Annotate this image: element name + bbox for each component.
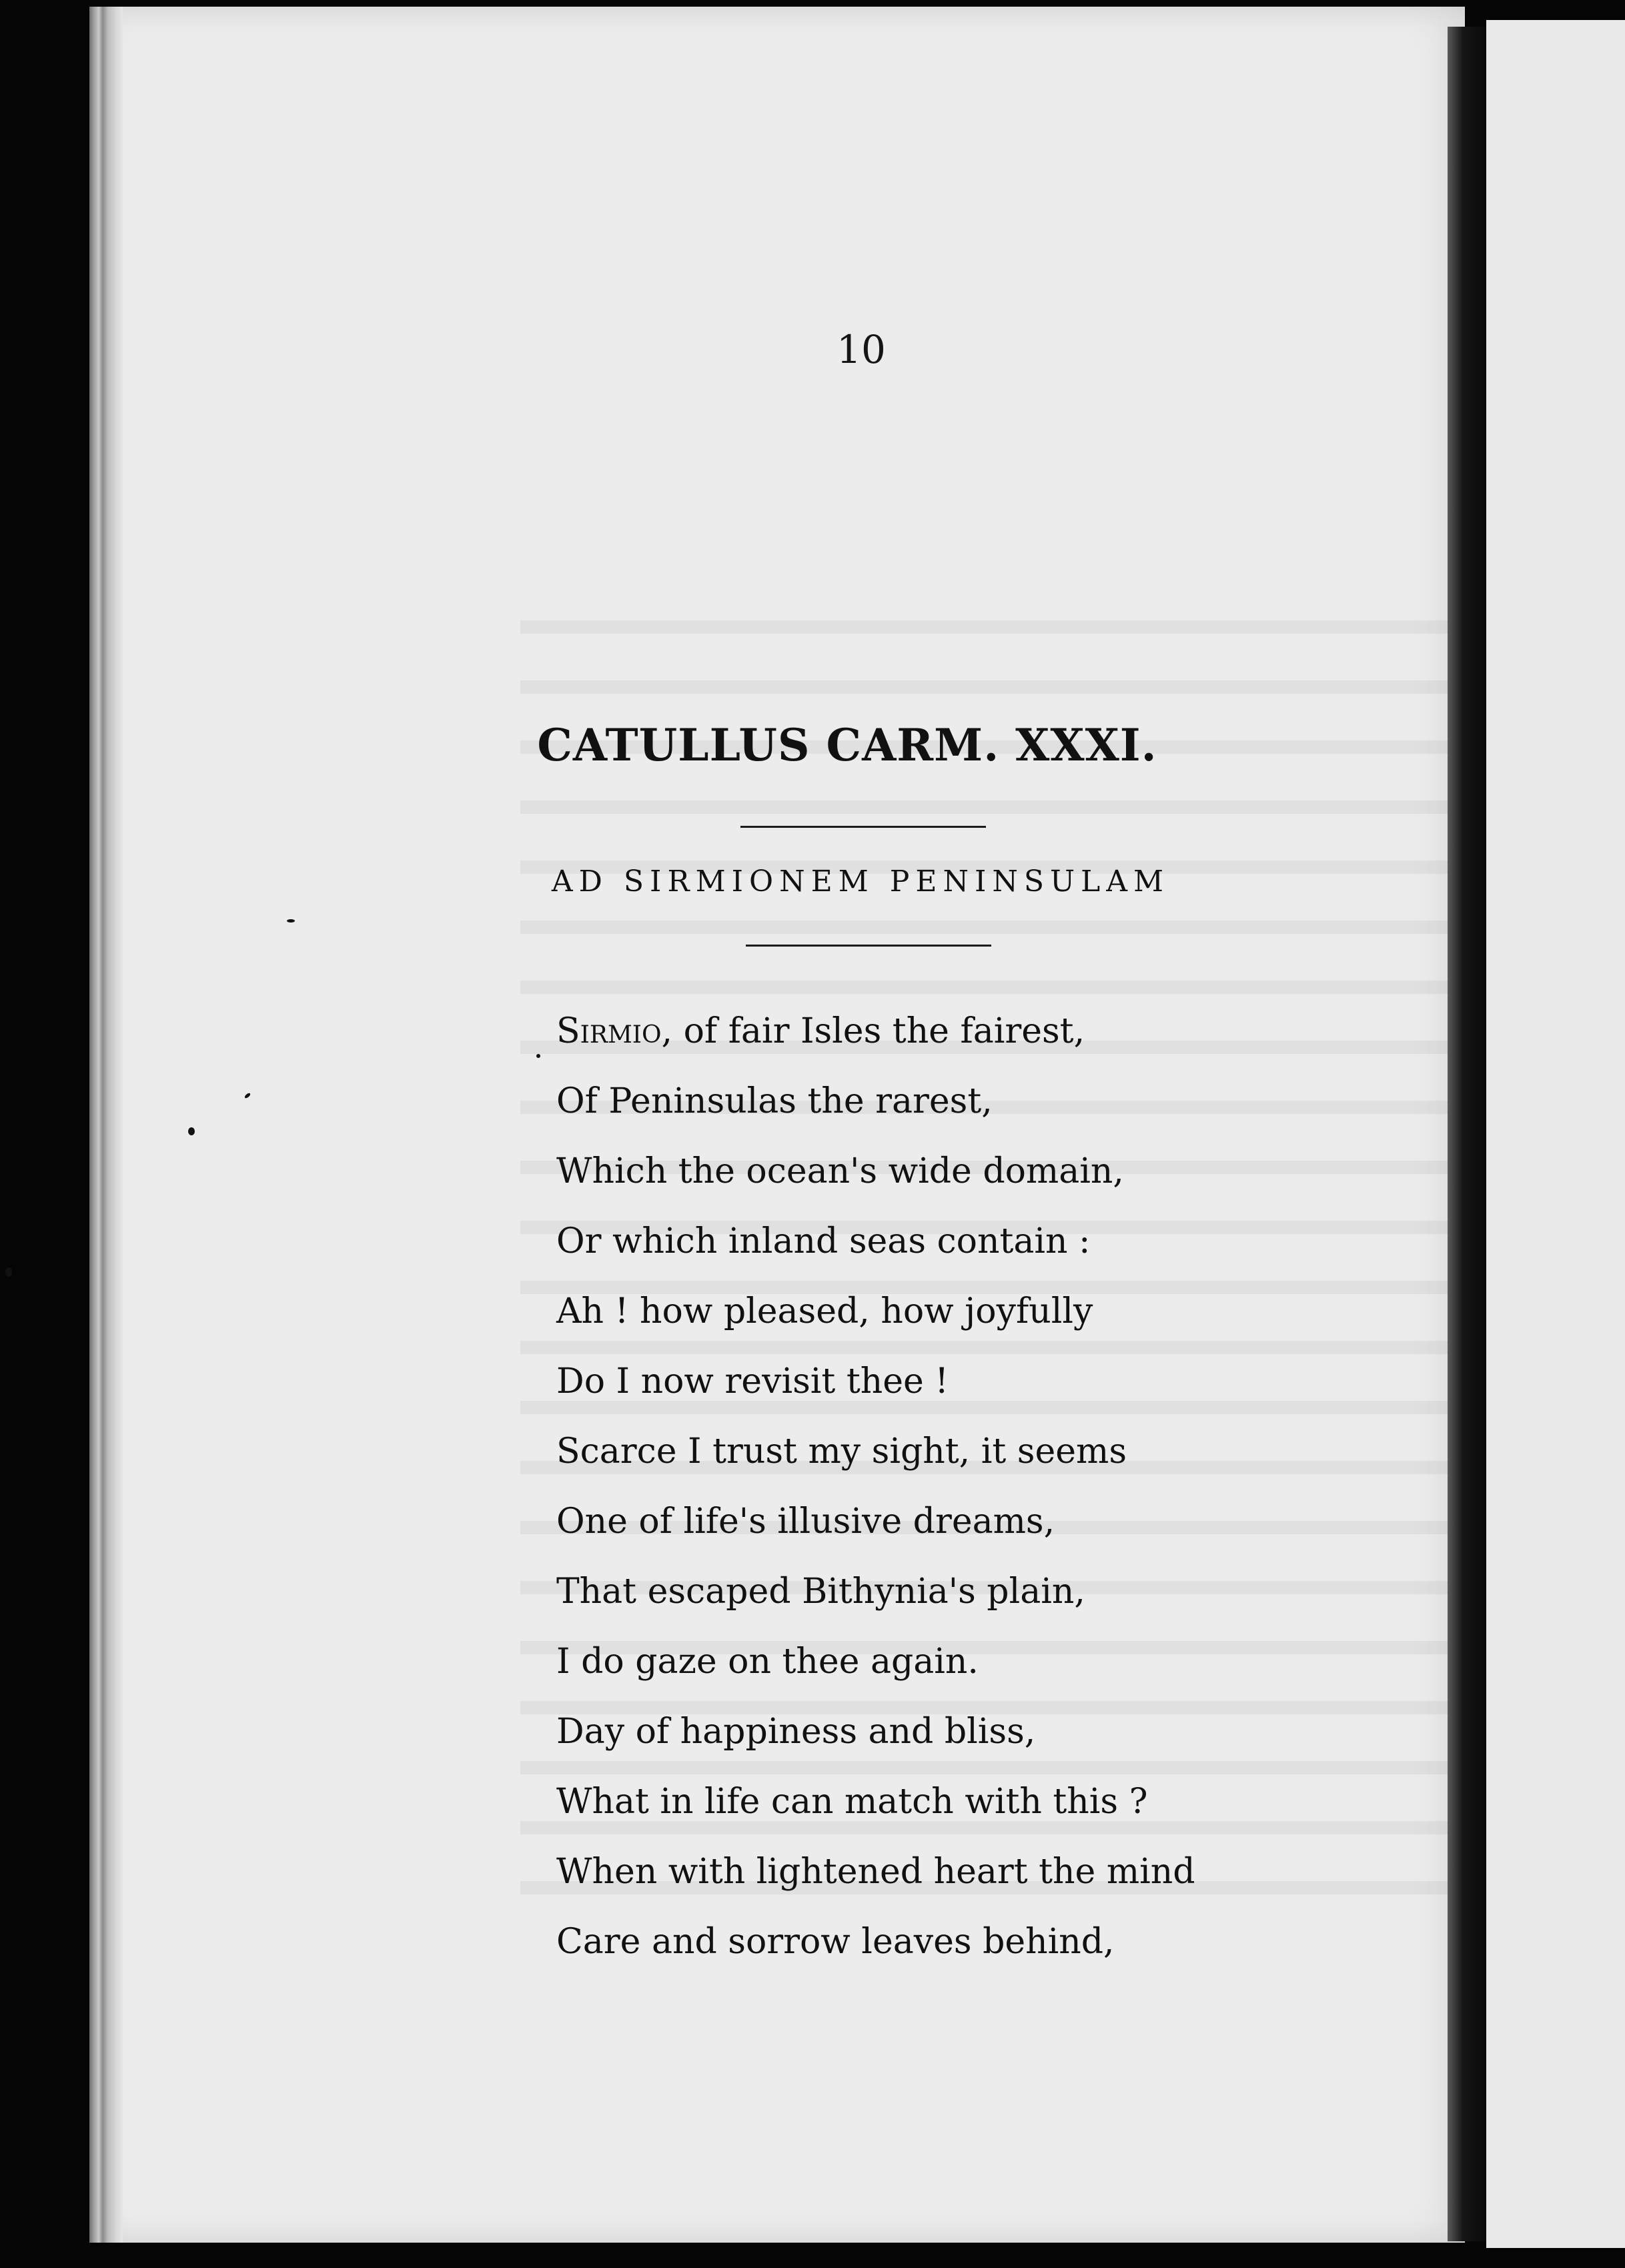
title-rule-bottom	[746, 945, 991, 947]
book-gutter	[1448, 27, 1486, 2241]
poem-title: CATULLUS CARM. XXXI.	[537, 719, 1157, 771]
poem-first-line-rest: , of fair Isles the fairest,	[661, 1011, 1085, 1051]
poem-line: Scarce I trust my sight, it seems	[556, 1432, 1127, 1472]
page-number: 10	[837, 327, 886, 372]
poem-line: Ah ! how pleased, how joyfully	[556, 1291, 1093, 1331]
poem-line: One of life's illusive dreams,	[556, 1502, 1055, 1542]
right-page-edge	[1486, 20, 1625, 2248]
title-rule-top	[740, 826, 986, 828]
poem-line: Care and sorrow leaves behind,	[556, 1922, 1115, 1962]
poem-first-word: Sirmio	[556, 1011, 662, 1051]
ink-speck	[287, 919, 295, 923]
poem-line: Which the ocean's wide domain,	[556, 1151, 1124, 1191]
poem-line: Or which inland seas contain :	[556, 1221, 1091, 1261]
ink-speck	[5, 1267, 12, 1277]
poem-line: Do I now revisit thee !	[556, 1361, 949, 1401]
ink-speck	[188, 1127, 195, 1135]
poem-line: That escaped Bithynia's plain,	[556, 1572, 1085, 1612]
poem-line: When with lightened heart the mind	[556, 1852, 1195, 1892]
poem-line: I do gaze on thee again.	[556, 1642, 979, 1682]
page-edge	[89, 7, 123, 2243]
ink-speck	[536, 1054, 540, 1058]
poem-line: What in life can match with this ?	[556, 1782, 1148, 1822]
poem-line: Of Peninsulas the rarest,	[556, 1081, 993, 1121]
poem-subtitle: AD SIRMIONEM PENINSULAM	[551, 865, 1170, 899]
poem-line: Day of happiness and bliss,	[556, 1712, 1036, 1752]
poem-body	[556, 1011, 1357, 1992]
poem-line-1	[556, 1011, 1357, 1081]
